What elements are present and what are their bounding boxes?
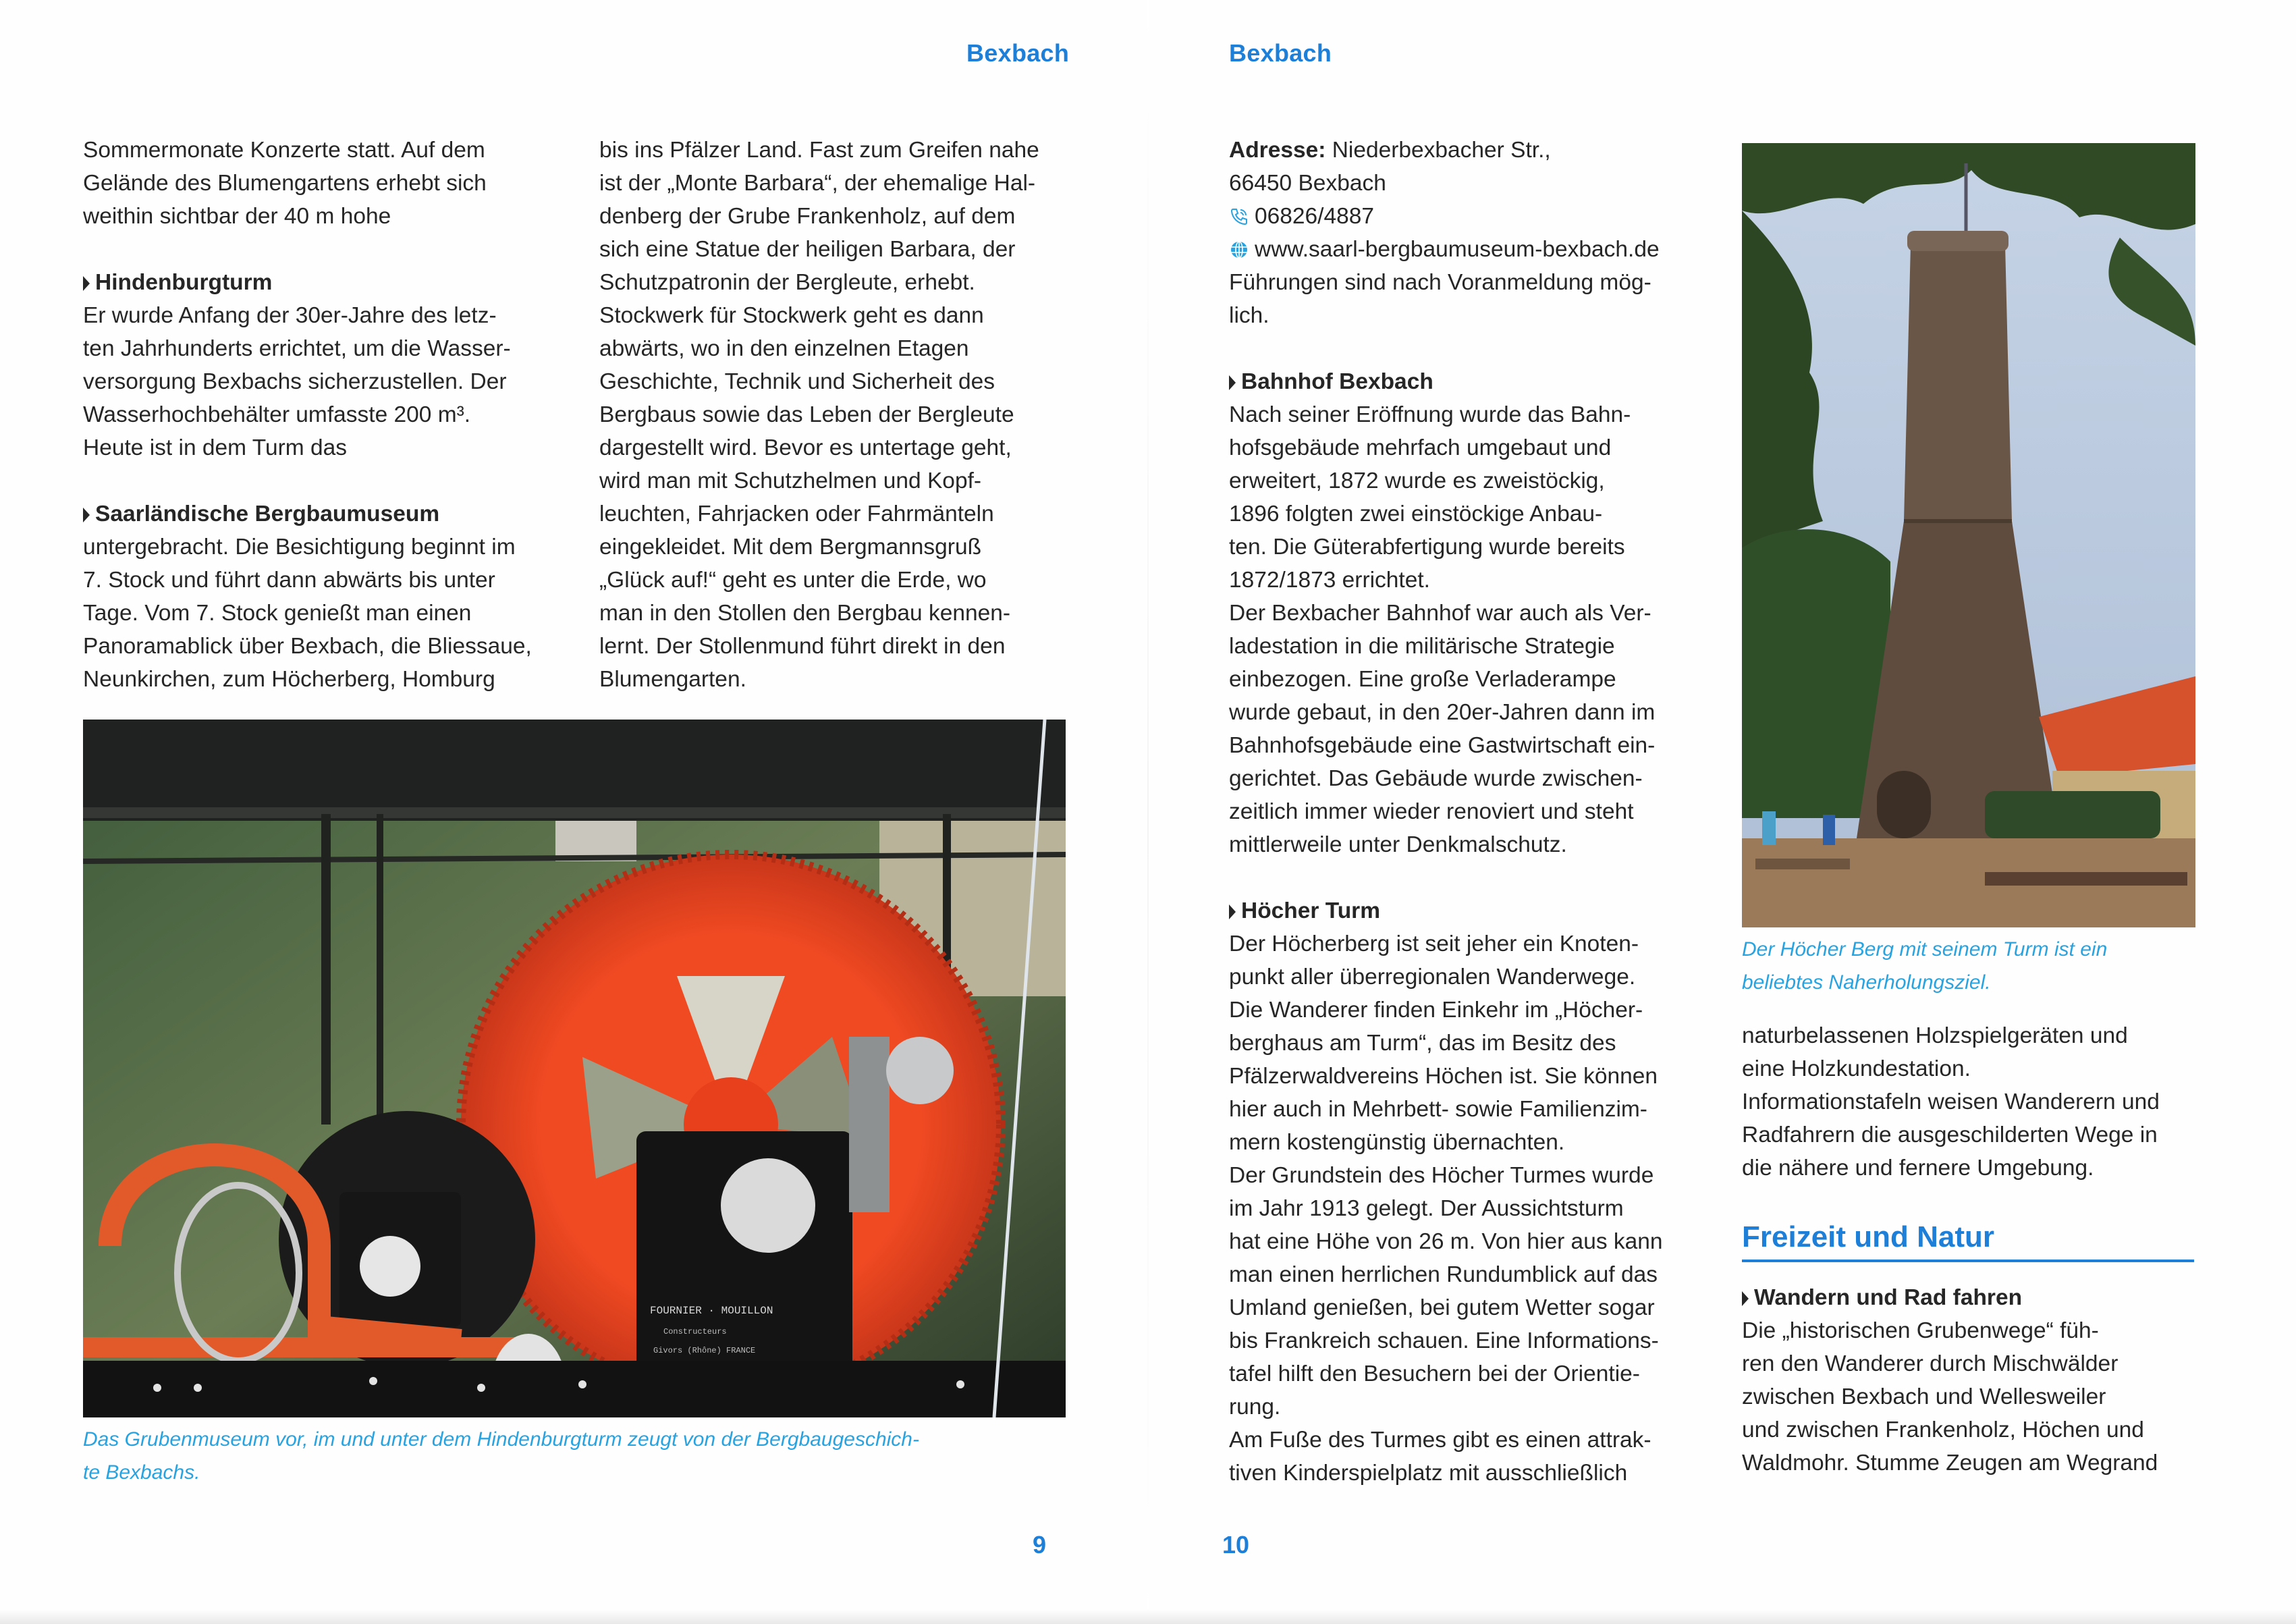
caption-line: Der Höcher Berg mit seinem Turm ist ein xyxy=(1742,938,2108,960)
text-line: ten Jahrhunderts errichtet, um die Wasser- xyxy=(83,336,511,361)
text-line: Der Bexbacher Bahnhof war auch als Ver- xyxy=(1229,601,1651,626)
triangle-bullet-icon xyxy=(83,276,90,291)
triangle-bullet-icon xyxy=(1229,375,1236,390)
text-line: weithin sichtbar der 40 m hohe xyxy=(83,204,391,229)
text-line: Am Fuße des Turmes gibt es einen attrak- xyxy=(1229,1428,1651,1453)
text-line: tafel hilft den Besuchern bei der Orientie- xyxy=(1229,1361,1640,1386)
triangle-bullet-icon xyxy=(1229,904,1236,919)
text-line: Schutzpatronin der Bergleute, erhebt. xyxy=(599,270,975,295)
address-street: Niederbexbacher Str., xyxy=(1332,138,1551,163)
text-line: Bergbaus sowie das Leben der Bergleute xyxy=(599,402,1014,427)
running-head-left: Bexbach xyxy=(966,39,1070,67)
text-line: Informationstafeln weisen Wanderern und xyxy=(1742,1089,2160,1114)
text-line: Stockwerk für Stockwerk geht es dann xyxy=(599,303,984,328)
left-column-2 xyxy=(599,134,1085,696)
text-line: Gelände des Blumengartens erhebt sich xyxy=(83,171,487,196)
phone-line xyxy=(1229,200,1715,233)
photo-hoecher-tower xyxy=(1742,143,2195,927)
text-line: Waldmohr. Stumme Zeugen am Wegrand xyxy=(1742,1451,2158,1476)
text-line: Geschichte, Technik und Sicherheit des xyxy=(599,369,995,394)
page-number-right: 10 xyxy=(1222,1531,1250,1559)
heading-text: Hindenburgturm xyxy=(95,270,273,295)
left-column-1 xyxy=(83,134,569,696)
text-line: Neunkirchen, zum Höcherberg, Homburg xyxy=(83,667,495,692)
text-line: einbezogen. Eine große Verladerampe xyxy=(1229,667,1616,692)
photo-caption-right xyxy=(1742,933,2201,999)
text-line: Er wurde Anfang der 30er-Jahre des letz- xyxy=(83,303,497,328)
text-line: Umland genießen, bei gutem Wetter sogar xyxy=(1229,1295,1655,1320)
caption-line: Das Grubenmuseum vor, im und unter dem Hindenburgturm zeugt von der Bergbaugeschich- xyxy=(83,1428,919,1451)
text-line: lich. xyxy=(1229,303,1269,328)
text-line: bis Frankreich schauen. Eine Informations- xyxy=(1229,1328,1659,1353)
text-line: Bahnhofsgebäude eine Gastwirtschaft ein- xyxy=(1229,733,1656,758)
website-link[interactable]: www.saarl-bergbaumuseum-bexbach.de xyxy=(1255,237,1660,262)
text-line: „Glück auf!“ geht es unter die Erde, wo xyxy=(599,568,987,593)
section-heading xyxy=(1229,894,1715,927)
plate-text: Constructeurs xyxy=(663,1327,727,1336)
text-line: bis ins Pfälzer Land. Fast zum Greifen nahe xyxy=(599,138,1039,163)
section-title: Freizeit und Natur xyxy=(1742,1220,1995,1253)
text-line: hat eine Höhe von 26 m. Von hier aus kann xyxy=(1229,1229,1663,1254)
text-line: ren den Wanderer durch Mischwälder xyxy=(1742,1351,2119,1376)
text-line: Radfahrern die ausgeschilderten Wege in xyxy=(1742,1122,2158,1147)
text-line: Die Wanderer finden Einkehr im „Höcher- xyxy=(1229,998,1643,1023)
text-line: punkt aller überregionalen Wanderwege. xyxy=(1229,965,1636,990)
text-line: im Jahr 1913 gelegt. Der Aussichtsturm xyxy=(1229,1196,1624,1221)
text-line: Nach seiner Eröffnung wurde das Bahn- xyxy=(1229,402,1631,427)
text-line: dargestellt wird. Bevor es untertage geht, xyxy=(599,435,1012,460)
text-line: 7. Stock und führt dann abwärts bis unter xyxy=(83,568,495,593)
section-heading xyxy=(83,497,569,531)
text-line: sich eine Statue der heiligen Barbara, der xyxy=(599,237,1016,262)
text-line: untergebracht. Die Besichtigung beginnt im xyxy=(83,535,516,560)
text-line: Der Höcherberg ist seit jeher ein Knoten- xyxy=(1229,931,1639,956)
text-line: 1872/1873 errichtet. xyxy=(1229,568,1430,593)
text-line: Blumengarten. xyxy=(599,667,746,692)
text-line: versorgung Bexbachs sicherzustellen. Der xyxy=(83,369,507,394)
text-line: man in den Stollen den Bergbau kennen- xyxy=(599,601,1011,626)
text-line: zeitlich immer wieder renoviert und steht xyxy=(1229,799,1634,824)
section-title-rule xyxy=(1742,1260,2194,1262)
text-line: man einen herrlichen Rundumblick auf das xyxy=(1229,1262,1658,1287)
text-line: Der Grundstein des Höcher Turmes wurde xyxy=(1229,1163,1654,1188)
text-line: ten. Die Güterabfertigung wurde bereits xyxy=(1229,535,1625,560)
section-heading xyxy=(1742,1281,2214,1314)
address-city: 66450 Bexbach xyxy=(1229,171,1386,196)
website-line xyxy=(1229,233,1715,266)
text-line: eingekleidet. Mit dem Bergmannsgruß xyxy=(599,535,982,560)
text-line: Heute ist in dem Turm das xyxy=(83,435,347,460)
text-line: mern kostengünstig übernachten. xyxy=(1229,1130,1565,1155)
text-line: Tage. Vom 7. Stock genießt man einen xyxy=(83,601,472,626)
heading-text: Saarländische Bergbaumuseum xyxy=(95,502,440,526)
text-line: mittlerweile unter Denkmalschutz. xyxy=(1229,832,1567,857)
text-line: Panoramablick über Bexbach, die Bliessaue, xyxy=(83,634,532,659)
caption-line: te Bexbachs. xyxy=(83,1461,200,1484)
text-line: erweitert, 1872 wurde es zweistöckig, xyxy=(1229,468,1605,493)
text-line: Pfälzerwaldvereins Höchen ist. Sie können xyxy=(1229,1064,1658,1089)
photo-winding-machine xyxy=(83,720,1066,1417)
text-line: hofsgebäude mehrfach umgebaut und xyxy=(1229,435,1612,460)
section-heading xyxy=(1229,365,1715,398)
text-line: Sommermonate Konzerte statt. Auf dem xyxy=(83,138,485,163)
right-column-1 xyxy=(1229,134,1715,1490)
caption-line: beliebtes Naherholungsziel. xyxy=(1742,971,1991,994)
text-line: denberg der Grube Frankenholz, auf dem xyxy=(599,204,1016,229)
phone-icon xyxy=(1229,207,1249,227)
scan-bottom-edge xyxy=(0,1609,2296,1624)
address-line xyxy=(1229,134,1715,167)
address-label: Adresse: xyxy=(1229,138,1326,163)
text-line: berghaus am Turm“, das im Besitz des xyxy=(1229,1031,1616,1056)
text-line: gerichtet. Das Gebäude wurde zwischen- xyxy=(1229,766,1643,791)
text-line: wurde gebaut, in den 20er-Jahren dann im xyxy=(1229,700,1656,725)
text-line: wird man mit Schutzhelmen und Kopf- xyxy=(599,468,982,493)
photo-caption-left xyxy=(83,1423,1075,1489)
heading-text: Höcher Turm xyxy=(1241,898,1380,923)
text-line: und zwischen Frankenholz, Höchen und xyxy=(1742,1417,2144,1442)
section-heading xyxy=(83,266,569,299)
phone-number[interactable]: 06826/4887 xyxy=(1255,204,1374,229)
text-line: rung. xyxy=(1229,1395,1281,1419)
tower-image xyxy=(1742,143,2195,927)
right-page xyxy=(1148,0,2296,1624)
plate-text: FOURNIER · MOUILLON xyxy=(650,1305,773,1317)
plate-text: Givors (Rhône) FRANCE xyxy=(653,1346,756,1355)
page-number-left: 9 xyxy=(1033,1531,1047,1559)
heading-text: Bahnhof Bexbach xyxy=(1241,369,1433,394)
triangle-bullet-icon xyxy=(1742,1291,1749,1306)
running-head-right: Bexbach xyxy=(1229,39,1332,67)
right-column-2-continuation xyxy=(1742,1019,2214,1185)
winding-machine-image xyxy=(83,720,1066,1417)
text-line: Führungen sind nach Voranmeldung mög- xyxy=(1229,270,1651,295)
heading-text: Wandern und Rad fahren xyxy=(1754,1285,2023,1310)
text-line: naturbelassenen Holzspielgeräten und xyxy=(1742,1023,2128,1048)
text-line: ist der „Monte Barbara“, der ehemalige Hal- xyxy=(599,171,1036,196)
text-line: lernt. Der Stollenmund führt direkt in den xyxy=(599,634,1006,659)
text-line: leuchten, Fahrjacken oder Fahrmänteln xyxy=(599,502,994,526)
text-line: 1896 folgten zwei einstöckige Anbau- xyxy=(1229,502,1603,526)
text-line: zwischen Bexbach und Wellesweiler xyxy=(1742,1384,2106,1409)
text-line: hier auch in Mehrbett- sowie Familienzim- xyxy=(1229,1097,1647,1122)
text-line: die nähere und fernere Umgebung. xyxy=(1742,1156,2094,1181)
text-line: Wasserhochbehälter umfasste 200 m³. xyxy=(83,402,471,427)
triangle-bullet-icon xyxy=(83,508,90,522)
right-column-2-section xyxy=(1742,1281,2214,1480)
globe-icon xyxy=(1229,240,1249,260)
text-line: tiven Kinderspielplatz mit ausschließlich xyxy=(1229,1461,1628,1486)
text-line: eine Holzkundestation. xyxy=(1742,1056,1971,1081)
text-line: Die „historischen Grubenwege“ füh- xyxy=(1742,1318,2099,1343)
text-line: abwärts, wo in den einzelnen Etagen xyxy=(599,336,969,361)
text-line: ladestation in die militärische Strategie xyxy=(1229,634,1615,659)
